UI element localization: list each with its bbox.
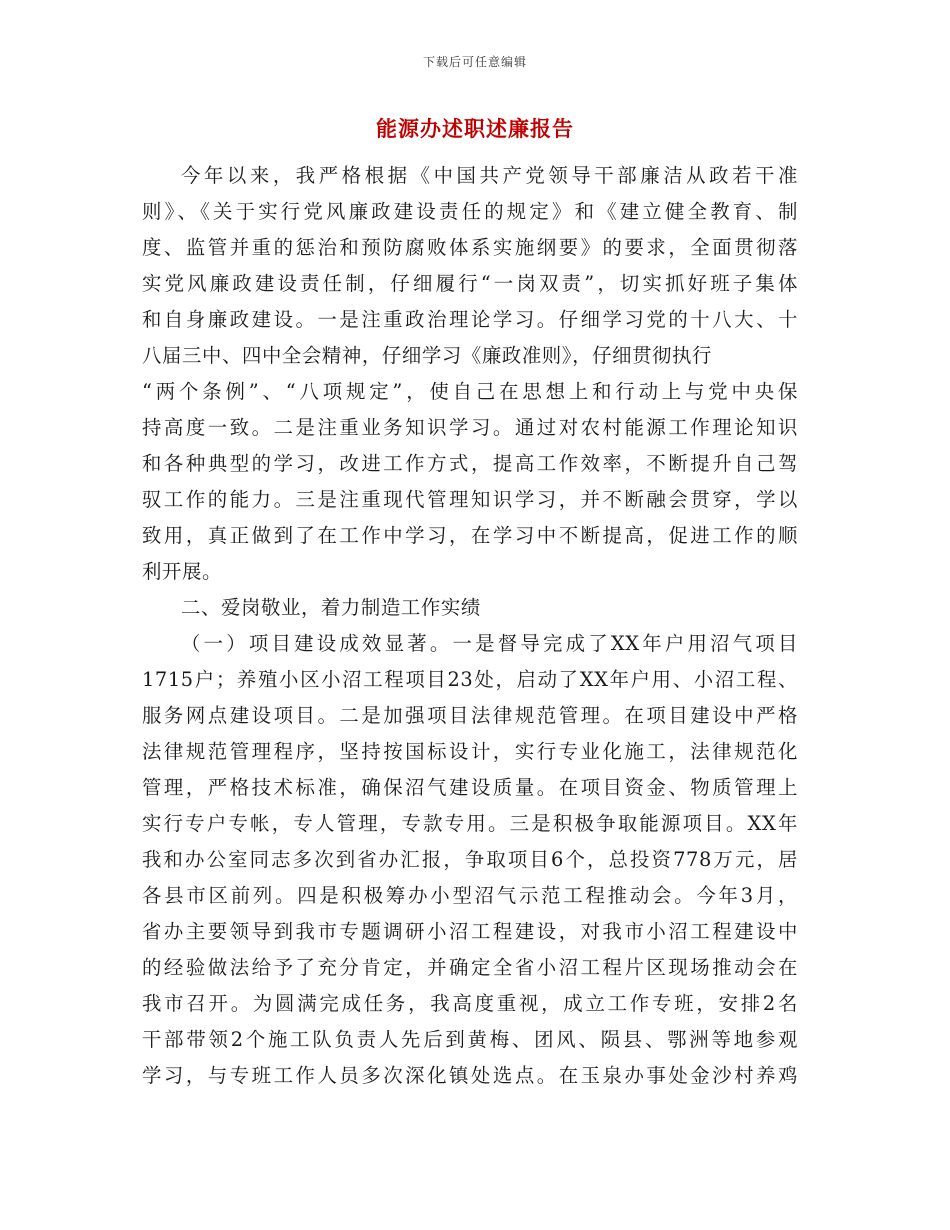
body-line: 的经验做法给予了充分肯定，并确定全省小沼工程片区现场推动会在 <box>142 956 798 979</box>
body-line: 管理，严格技术标准，确保沼气建设质量。在项目资金、物质管理上 <box>142 776 798 799</box>
body-line: 实党风廉政建设责任制，仔细履行“一岗双责”，切实抓好班子集体 <box>142 272 798 295</box>
body-line: 今年以来，我严格根据《中国共产党领导干部廉洁从政若干准 <box>181 164 798 187</box>
body-line: 1715户；养殖小区小沼工程项目23处，启动了XX年户用、小沼工程、 <box>142 668 798 691</box>
header-note: 下载后可任意编辑 <box>422 55 527 69</box>
body-line: （一）项目建设成效显著。一是督导完成了XX年户用沼气项目 <box>181 632 798 655</box>
body-line: “两个条例”、“八项规定”，使自己在思想上和行动上与党中央保 <box>142 380 798 403</box>
body-line: 实行专户专帐，专人管理，专款专用。三是积极争取能源项目。XX年 <box>142 812 798 835</box>
body-line: 驭工作的能力。三是注重现代管理知识学习，并不断融会贯穿，学以 <box>142 488 798 511</box>
body-line: 则》、《关于实行党风廉政建设责任的规定》和《建立健全教育、制 <box>142 200 798 223</box>
body-line: 我和办公室同志多次到省办汇报，争取项目6个，总投资778万元，居 <box>142 848 798 871</box>
body-line: 二、爱岗敬业，着力制造工作实绩 <box>181 596 481 619</box>
document-title: 能源办述职述廉报告 <box>376 116 574 141</box>
body-line: 利开展。 <box>142 560 222 583</box>
body-line: 学习，与专班工作人员多次深化镇处选点。在玉泉办事处金沙村养鸡 <box>142 1064 798 1087</box>
body-line: 和自身廉政建设。一是注重政治理论学习。仔细学习党的十八大、十 <box>142 308 798 331</box>
body-line: 干部带领2个施工队负责人先后到黄梅、团风、陨县、鄂洲等地参观 <box>142 1028 798 1051</box>
body-line: 服务网点建设项目。二是加强项目法律规范管理。在项目建设中严格 <box>142 704 798 727</box>
body-line: 省办主要领导到我市专题调研小沼工程建设，对我市小沼工程建设中 <box>142 920 798 943</box>
document-body <box>142 158 798 1094</box>
body-line: 持高度一致。二是注重业务知识学习。通过对农村能源工作理论知识 <box>142 416 798 439</box>
body-line: 度、监管并重的惩治和预防腐败体系实施纲要》的要求，全面贯彻落 <box>142 236 798 259</box>
body-line: 和各种典型的学习，改进工作方式，提高工作效率，不断提升自己驾 <box>142 452 798 475</box>
body-line: 致用，真正做到了在工作中学习，在学习中不断提高，促进工作的顺 <box>142 524 798 547</box>
body-line: 各县市区前列。四是积极筹办小型沼气示范工程推动会。今年3月， <box>142 884 798 907</box>
body-line: 八届三中、四中全会精神，仔细学习《廉政准则》，仔细贯彻执行 <box>142 344 713 367</box>
body-line: 我市召开。为圆满完成任务，我高度重视，成立工作专班，安排2名 <box>142 992 798 1015</box>
body-line: 法律规范管理程序，坚持按国标设计，实行专业化施工，法律规范化 <box>142 740 798 763</box>
